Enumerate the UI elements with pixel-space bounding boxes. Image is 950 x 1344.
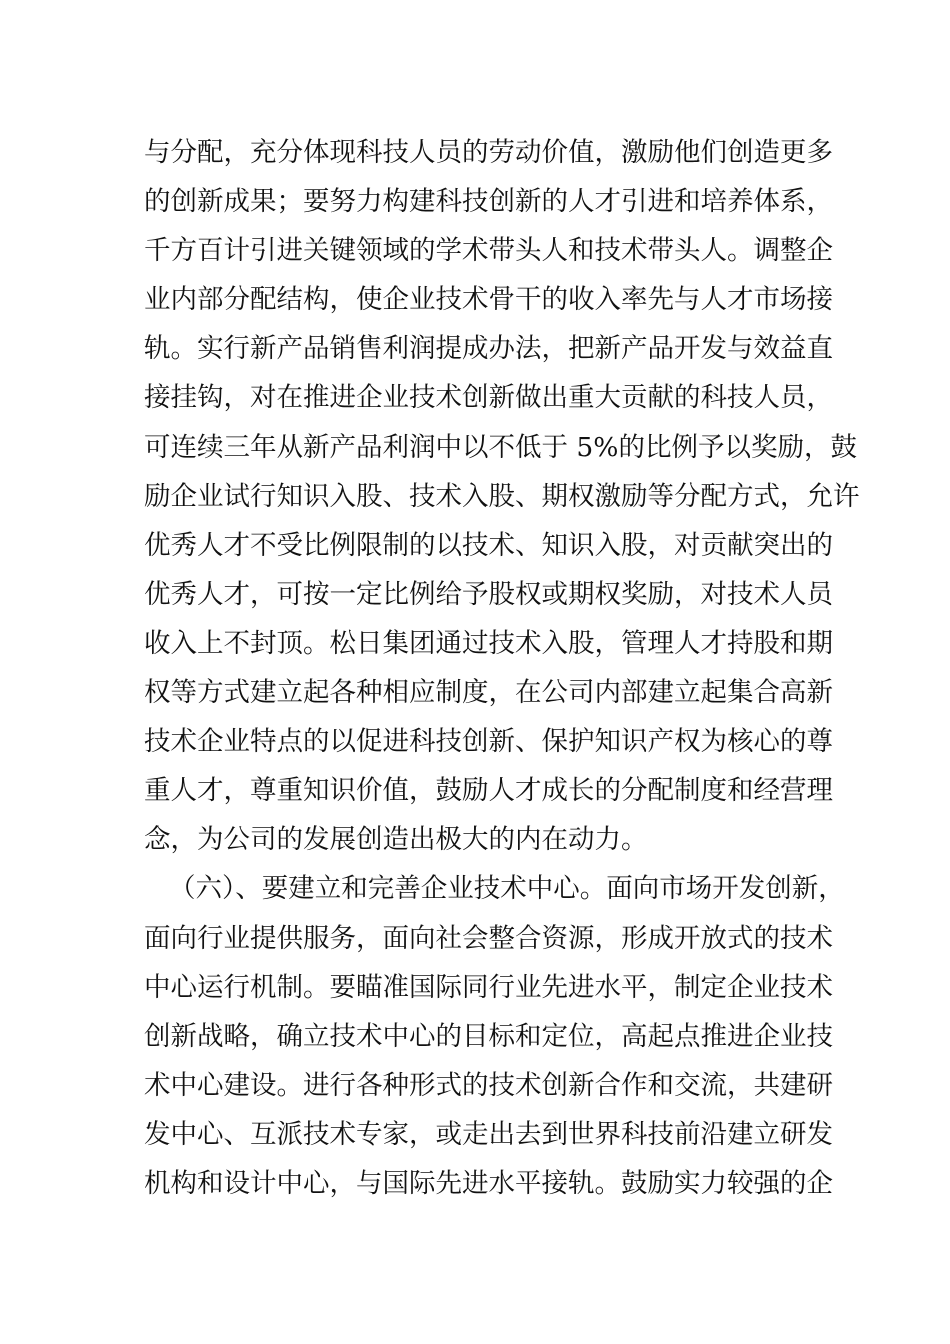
text-line: 重人才，尊重知识价值，鼓励人才成长的分配制度和经营理 [144,775,833,807]
text-line: 千方百计引进关键领域的学术带头人和技术带头人。调整企 [144,235,833,267]
body-text [144,128,860,1208]
text-line: 励企业试行知识入股、技术入股、期权激励等分配方式，允许 [144,480,860,512]
text-line: 与分配，充分体现科技人员的劳动价值，激励他们创造更多 [144,137,833,168]
text-line: 优秀人才不受比例限制的以技术、知识入股，对贡献突出的 [144,529,833,561]
text-line: 权等方式建立起各种相应制度，在公司内部建立起集合高新 [144,677,833,709]
text-line: 念，为公司的发展创造出极大的内在动力。 [144,824,648,856]
text-line: 术中心建设。进行各种形式的技术创新合作和交流，共建研 [144,1069,833,1101]
text-line: 面向行业提供服务，面向社会整合资源，形成开放式的技术 [144,922,833,954]
text-line: 发中心、互派技术专家，或走出去到世界科技前沿建立研发 [144,1118,833,1150]
text-line: 接挂钩，对在推进企业技术创新做出重大贡献的科技人员， [144,382,833,414]
text-line: （六）、要建立和完善企业技术中心。面向市场开发创新， [169,873,845,905]
text-line: 优秀人才，可按一定比例给予股权或期权奖励，对技术人员 [144,578,833,610]
text-line: 创新战略，确立技术中心的目标和定位，高起点推进企业技 [144,1020,833,1052]
paragraph-1 [144,128,860,864]
text-line: 轨。实行新产品销售利润提成办法，把新产品开发与效益直 [144,333,833,365]
text-line: 业内部分配结构，使企业技术骨干的收入率先与人才市场接 [144,284,833,316]
text-line: 技术企业特点的以促进科技创新、保护知识产权为核心的尊 [144,726,833,758]
paragraph-2 [144,864,845,1208]
text-line: 机构和设计中心，与国际先进水平接轨。鼓励实力较强的企 [144,1167,833,1199]
text-line: 中心运行机制。要瞄准国际同行业先进水平，制定企业技术 [144,971,833,1003]
text-line: 收入上不封顶。松日集团通过技术入股，管理人才持股和期 [144,627,833,659]
text-line: 的创新成果；要努力构建科技创新的人才引进和培养体系， [144,186,833,218]
text-line: 可连续三年从新产品利润中以不低于 5%的比例予以奖励，鼓 [144,431,857,463]
